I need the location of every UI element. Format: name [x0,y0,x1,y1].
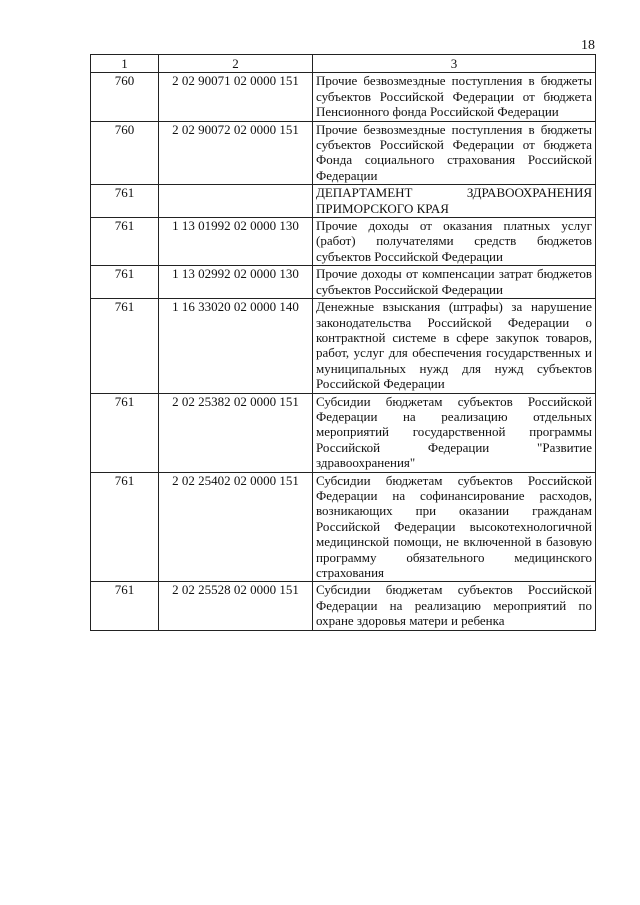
revenue-code-cell: 2 02 25382 02 0000 151 [159,393,313,472]
revenue-code-cell: 2 02 90072 02 0000 151 [159,121,313,185]
page-number: 18 [581,38,595,53]
revenue-name-cell: Субсидии бюджетам субъектов Российской Федерации на реализацию отдельных мероприятий государственной программы Российской Федерации "Развитие здравоохранения" [313,393,596,472]
table-row [91,393,596,472]
table-header [91,55,596,73]
revenue-code-cell: 2 02 25528 02 0000 151 [159,582,313,630]
revenue-code-cell: 1 16 33020 02 0000 140 [159,299,313,393]
administrator-code-cell: 761 [91,218,159,266]
revenue-code-cell [159,185,313,218]
table-row [91,299,596,393]
administrator-code-cell: 761 [91,299,159,393]
column-header-1: 1 [91,55,159,73]
table-body [91,73,596,630]
revenue-name-cell: Субсидии бюджетам субъектов Российской Федерации на реализацию мероприятий по охране здоровья матери и ребенка [313,582,596,630]
column-header-3: 3 [313,55,596,73]
table-row [91,472,596,582]
revenue-name-cell: Прочие безвозмездные поступления в бюджеты субъектов Российской Федерации от бюджета Фонда социального страхования Российской Федерации [313,121,596,185]
administrator-code-cell: 761 [91,185,159,218]
administrator-code-cell: 761 [91,393,159,472]
administrator-code-cell: 760 [91,73,159,121]
revenue-code-cell: 2 02 90071 02 0000 151 [159,73,313,121]
revenue-name-cell: Прочие доходы от оказания платных услуг (работ) получателями средств бюджетов субъектов Российской Федерации [313,218,596,266]
administrator-code-cell: 760 [91,121,159,185]
revenue-name-cell: Субсидии бюджетам субъектов Российской Федерации на софинансирование расходов, возникающих при оказании гражданам Российской Федерации высокотехнологичной медицинской помощи, не включенной в базовую программу обязательного медицинского страхования [313,472,596,582]
administrator-code-cell: 761 [91,472,159,582]
department-name-cell: ДЕПАРТАМЕНТ ЗДРАВООХРАНЕНИЯ ПРИМОРСКОГО КРАЯ [313,185,596,218]
revenue-codes-table [90,54,596,631]
revenue-name-cell: Прочие безвозмездные поступления в бюджеты субъектов Российской Федерации от бюджета Пенсионного фонда Российской Федерации [313,73,596,121]
revenue-code-cell: 1 13 02992 02 0000 130 [159,266,313,299]
table-row [91,218,596,266]
table-header-row [91,55,596,73]
table-row [91,73,596,121]
table-row [91,582,596,630]
table-row [91,266,596,299]
revenue-code-cell: 1 13 01992 02 0000 130 [159,218,313,266]
revenue-name-cell: Прочие доходы от компенсации затрат бюджетов субъектов Российской Федерации [313,266,596,299]
administrator-code-cell: 761 [91,266,159,299]
revenue-code-cell: 2 02 25402 02 0000 151 [159,472,313,582]
administrator-code-cell: 761 [91,582,159,630]
column-header-2: 2 [159,55,313,73]
table-row [91,121,596,185]
table-row [91,185,596,218]
revenue-name-cell: Денежные взыскания (штрафы) за нарушение законодательства Российской Федерации о контрактной системе в сфере закупок товаров, работ, услуг для обеспечения государственных и муниципальных нужд для нужд субъектов Российской Федерации [313,299,596,393]
